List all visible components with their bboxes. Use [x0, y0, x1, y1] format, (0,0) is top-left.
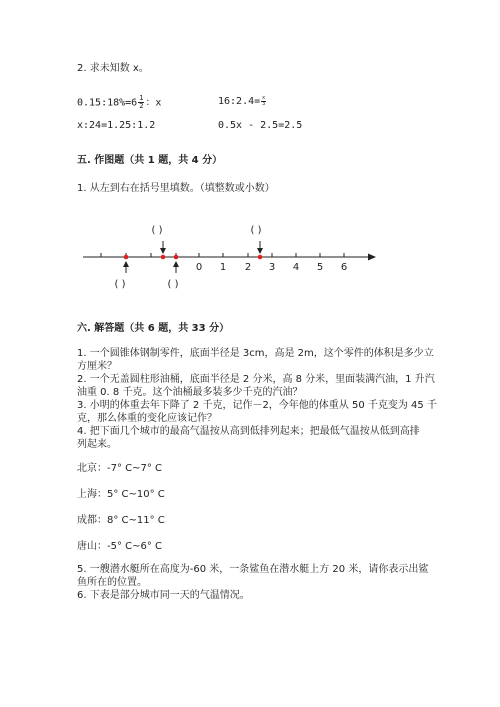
down-arrow-icon	[257, 241, 263, 254]
question-1-line-2: 方厘米？	[77, 361, 117, 372]
up-arrow-icon	[123, 261, 129, 273]
equation-4: 0.5x - 2.5=2.5	[218, 120, 303, 131]
answer-blank[interactable]: ( )	[250, 225, 262, 236]
equation-1-numerator: 1	[139, 94, 144, 102]
equation-1-fraction	[138, 95, 144, 110]
tick-label-5: 5	[316, 262, 324, 273]
red-point	[174, 255, 179, 260]
question-5-line-1: 5. 一艘潜水艇所在高度为-60 米，一条鲨鱼在潜水艇上方 20 米，请你表示出鲨	[77, 564, 429, 575]
number-line-arrowhead	[368, 254, 376, 261]
tick-label-3: 3	[268, 262, 276, 273]
question-1-line-1: 1. 一个圆锥体钢制零件，底面半径是 3cm，高是 2m，这个零件的体积是多少立	[77, 348, 434, 359]
tick-label-4: 4	[292, 262, 300, 273]
tick-label-1: 1	[219, 262, 227, 273]
section-5-question-1: 1. 从左到右在括号里填数。（填整数或小数）	[77, 183, 275, 194]
answer-blank[interactable]: ( )	[167, 279, 179, 290]
question-6: 6. 下表是部分城市同一天的气温情况。	[77, 590, 250, 601]
answer-blank[interactable]: ( )	[151, 225, 163, 236]
tick-label-0: 0	[195, 262, 203, 273]
equation-2	[218, 95, 267, 108]
question-2-line-2: 油重 0. 8 千克。这个油桶最多装多少千克的汽油？	[77, 387, 303, 398]
section-6-heading: 六. 解答题（共 6 题，共 33 分）	[77, 323, 230, 334]
answer-blank[interactable]: ( )	[114, 279, 126, 290]
question-4-line-1: 4. 把下面几个城市的最高气温按从高到低排列起来；把最低气温按从低到高排	[77, 426, 420, 437]
tick-label-2: 2	[244, 262, 252, 273]
city-chengdu: 成都：8° C~11° C	[77, 515, 165, 526]
section-5-heading: 五. 作图题（共 1 题，共 4 分）	[77, 155, 223, 166]
equation-1	[77, 95, 161, 110]
equation-1-suffix: ：x	[145, 97, 162, 109]
equation-3: x:24=1.25:1.2	[77, 120, 156, 131]
tick-label-6: 6	[340, 262, 348, 273]
down-arrow-icon	[160, 241, 166, 254]
equation-2-numerator: x	[262, 94, 266, 101]
question-3-line-1: 3. 小明的体重去年下降了 2 千克，记作－2，今年他的体重从 50 千克变为 45 千	[77, 400, 437, 411]
equation-1-denominator: 2	[139, 102, 144, 110]
up-arrow-icon	[173, 261, 179, 273]
equation-2-prefix: 16:2.4=	[218, 96, 261, 107]
city-shanghai: 上海：5° C~10° C	[77, 489, 165, 500]
city-beijing: 北京：-7° C~7° C	[77, 463, 163, 474]
red-point	[124, 255, 129, 260]
equation-2-denominator: 3	[262, 100, 266, 107]
city-tangshan: 唐山：-5° C~6° C	[77, 541, 163, 552]
question-5-line-2: 鱼所在的位置。	[77, 577, 147, 588]
red-point	[161, 255, 166, 260]
question-4-line-2: 列起来。	[77, 439, 117, 450]
equation-2-fraction	[261, 96, 266, 107]
number-line-figure	[0, 215, 500, 295]
question-2-line-1: 2. 一个无盖圆柱形油桶，底面半径是 2 分米，高 8 分米，里面装满汽油，1 升汽	[77, 374, 435, 385]
question-3-line-2: 克，那么体重的变化应该记作？	[77, 413, 217, 424]
equation-1-prefix: 0.15:18%=6	[77, 97, 138, 109]
solve-title: 2. 求未知数 x。	[77, 63, 149, 74]
red-point	[258, 255, 263, 260]
number-line-ticks	[101, 253, 344, 257]
